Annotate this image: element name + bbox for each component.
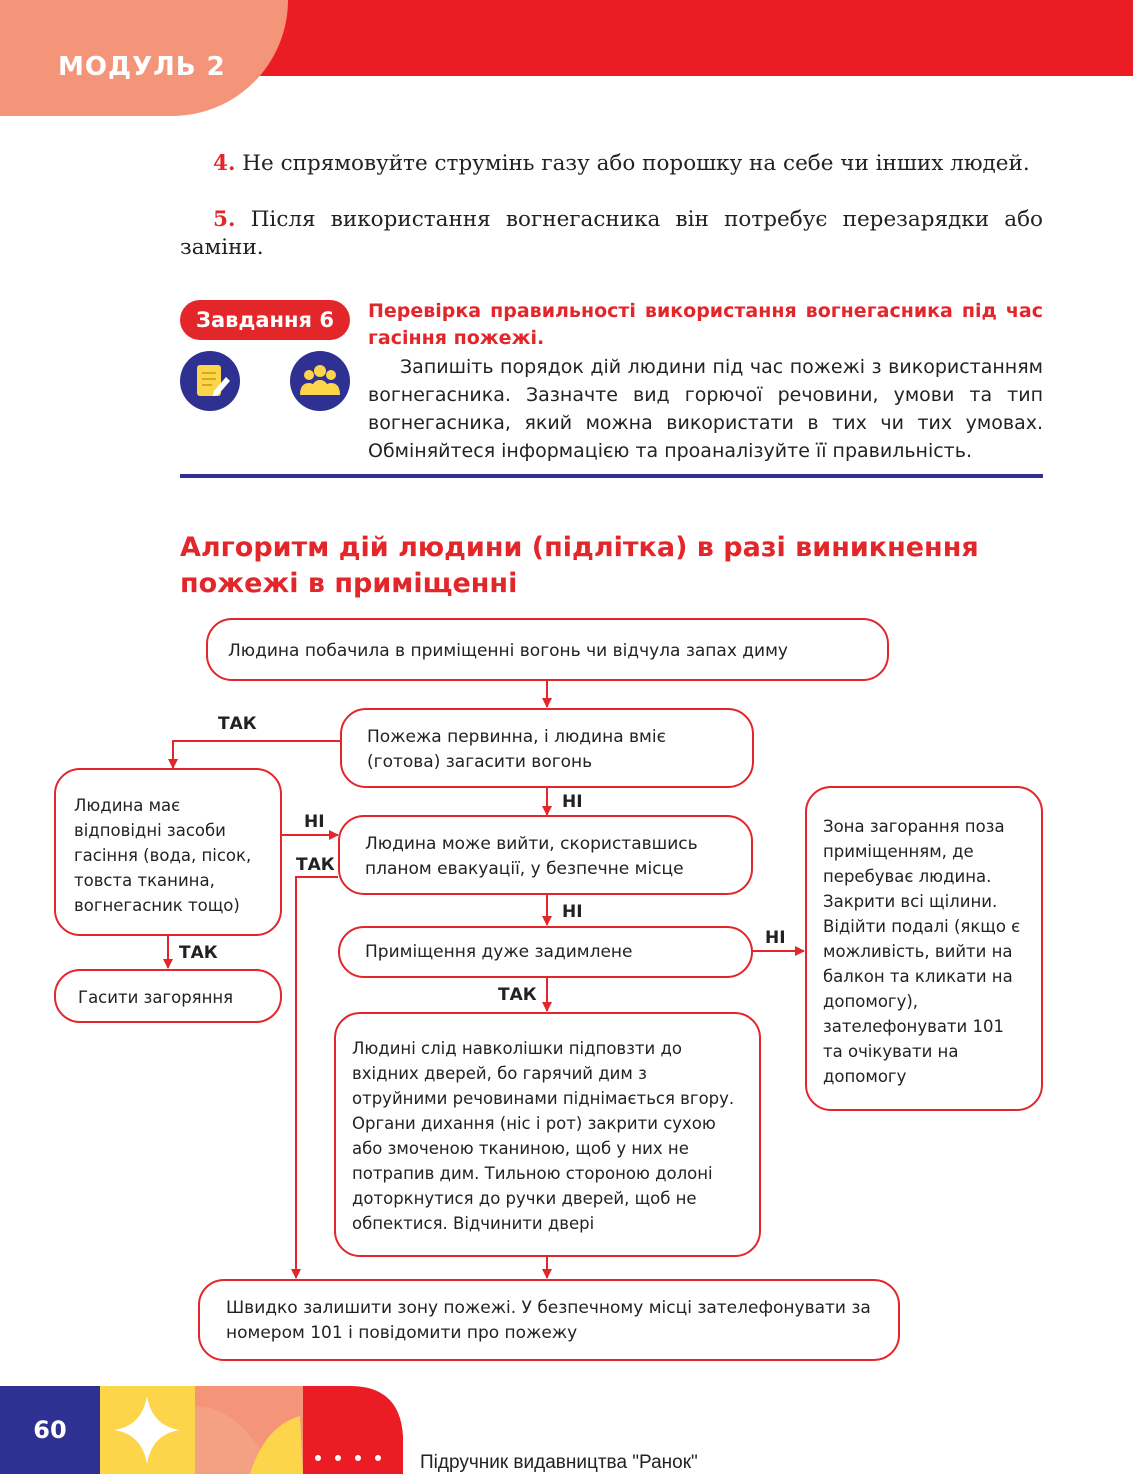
flow-smoky-box: Приміщення дуже задимлене	[338, 926, 753, 978]
label-no: НІ	[304, 812, 325, 832]
module-label: МОДУЛЬ 2	[58, 52, 226, 82]
label-yes: ТАК	[179, 943, 218, 963]
flow-can-exit-box: Людина може вийти, скориставшись планом евакуації, у безпечне місце	[338, 815, 753, 895]
label-yes: ТАК	[498, 985, 537, 1005]
label-no: НІ	[562, 902, 583, 922]
flow-start-box: Людина побачила в приміщенні вогонь чи відчула запах диму	[206, 618, 889, 681]
task-badge: Завдання 6	[180, 300, 350, 340]
label-no: НІ	[562, 792, 583, 812]
flow-crawl-box: Людині слід навколішки підповзти до вхідних дверей, бо гарячий дим з отруйними речовинами піднімається вгору. Органи дихання (ніс і рот) закрити сухою або змоченою тканиною, щоб у них не потрапив дим. Тильною стороною долоні доторкнутися до ручки дверей, щоб не обпектися. Відчинити двері	[334, 1012, 761, 1257]
list-number: 4.	[213, 151, 236, 176]
task-title: Перевірка правильності використання вогнегасника під час гасіння пожежі.	[368, 300, 1043, 349]
flow-has-means-box: Людина має відповідні засоби гасіння (вода, пісок, товста тканина, вогнегасник тощо)	[54, 768, 282, 936]
flow-leave-box: Швидко залишити зону пожежі. У безпечному місці зателефонувати за номером 101 і повідомити про пожежу	[198, 1279, 900, 1361]
label-yes: ТАК	[218, 714, 257, 734]
list-text: Не спрямовуйте струмінь газу або порошку на себе чи інших людей.	[242, 151, 1030, 176]
label-yes: ТАК	[296, 855, 335, 875]
flow-extinguish-box: Гасити загоряння	[54, 969, 282, 1023]
list-number: 5.	[213, 207, 236, 232]
page-number: 60	[0, 1386, 100, 1474]
task-text: Запишіть порядок дій людини під час пожежі з використанням вогнегасника. Зазначте вид горючої речовини, умови та тип вогнегасника, який можна використати в тих чи тих умовах. Обміняйтеся інформацією та проаналізуйте її правильність.	[368, 356, 1043, 462]
footer-decoration	[100, 1386, 410, 1474]
label-no: НІ	[765, 928, 786, 948]
flow-primary-fire-box: Пожежа первинна, і людина вміє (готова) загасити вогонь	[340, 708, 754, 788]
publisher-text: Підручник видавництва "Ранок"	[420, 1452, 698, 1473]
section-title: Алгоритм дій людини (підлітка) в разі виникнення пожежі в приміщенні	[180, 532, 979, 599]
list-text: Після використання вогнегасника він потребує перезарядки або заміни.	[180, 207, 1043, 260]
flow-outside-zone-box: Зона загорання поза приміщенням, де перебуває людина. Закрити всі щілини. Відійти подалі (якщо є можливість, вийти на балкон та кликати на допомогу), зателефонувати 101 та очікувати на допомогу	[805, 786, 1043, 1111]
